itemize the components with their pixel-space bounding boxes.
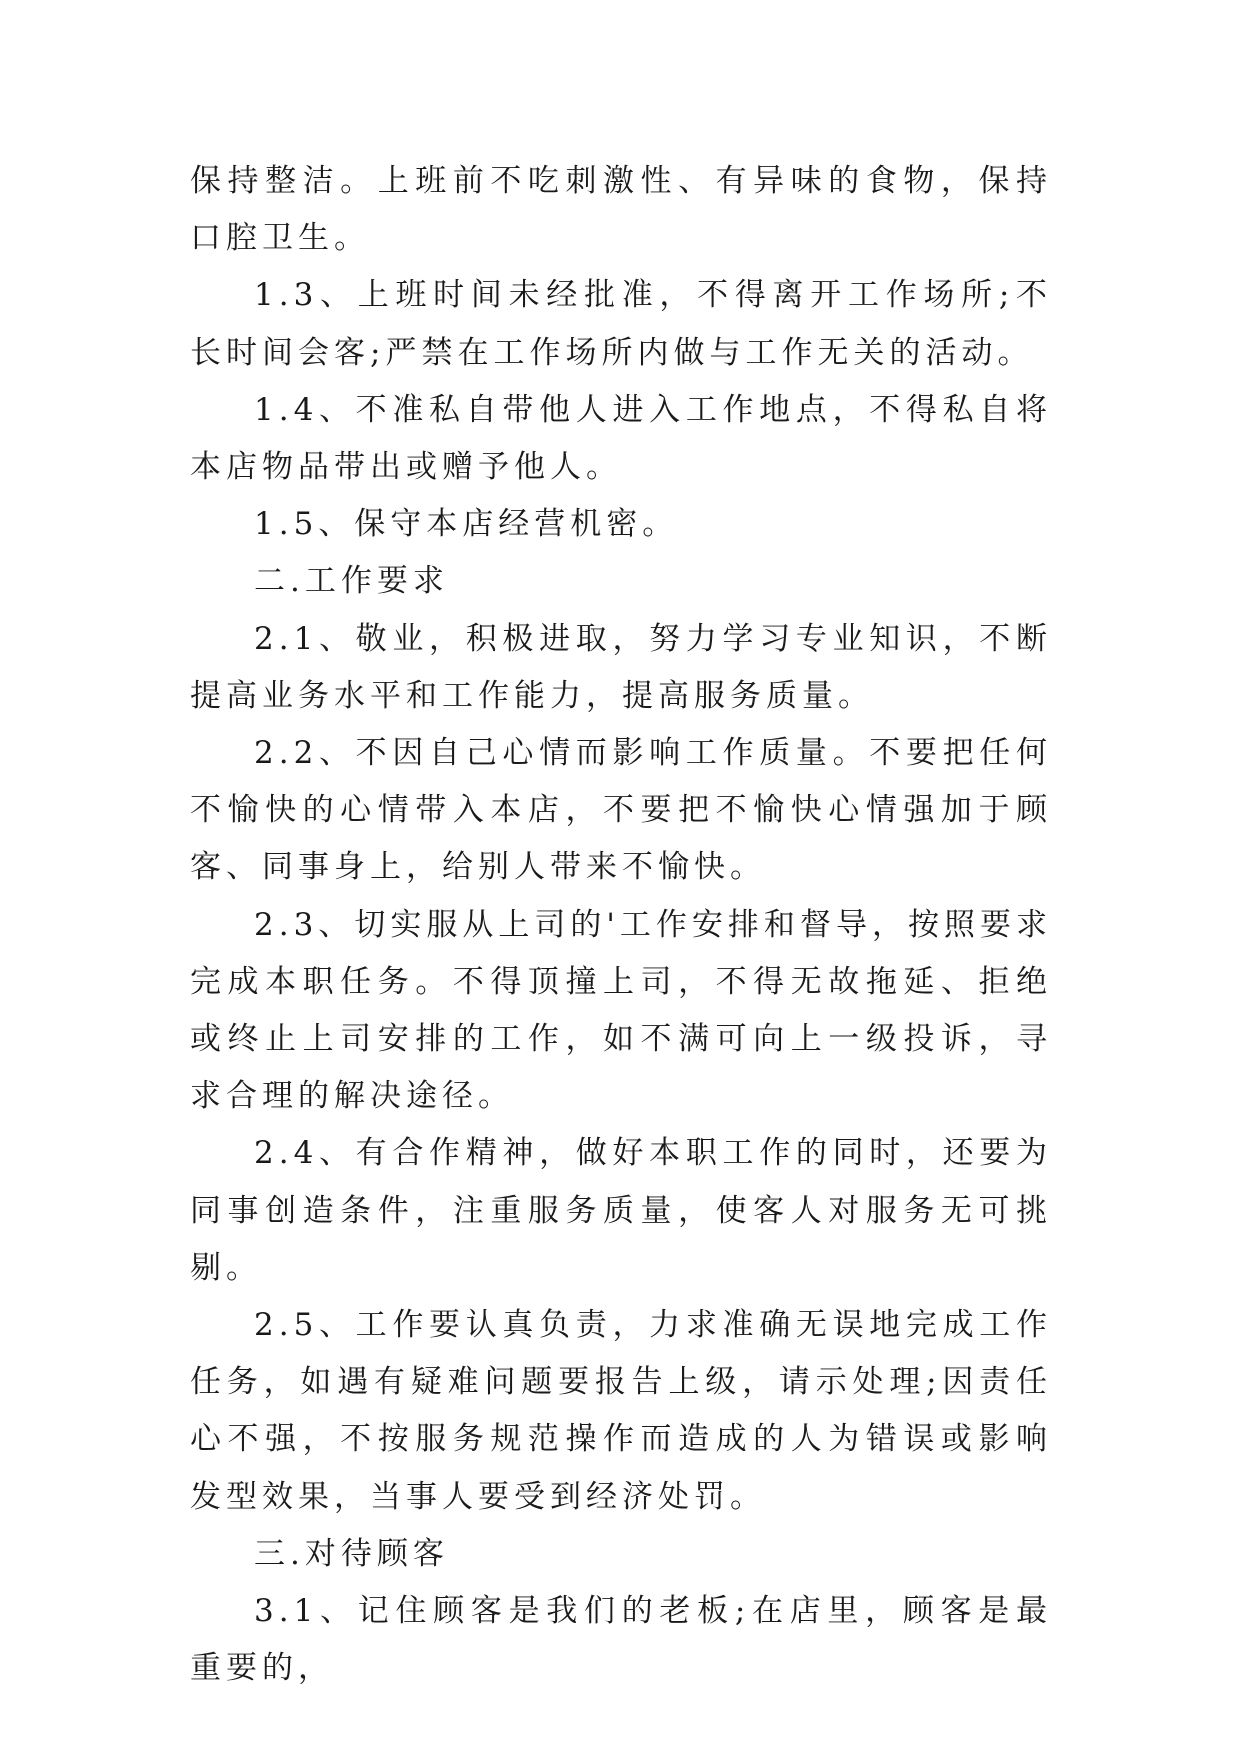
paragraph-2-5: 2.5、工作要认真负责，力求准确无误地完成工作任务，如遇有疑难问题要报告上级，请示处理;因责任心不强，不按服务规范操作而造成的人为错误或影响发型效果，当事人要受到经济处罚。 xyxy=(190,1307,1052,1515)
section-heading-customers: 三.对待顾客 xyxy=(254,1535,449,1572)
paragraph-2-1: 2.1、敬业，积极进取，努力学习专业知识，不断提高业务水平和工作能力，提高服务质量。 xyxy=(190,620,1052,714)
paragraph-1-4: 1.4、不准私自带他人进入工作地点，不得私自将本店物品带出或赠予他人。 xyxy=(190,391,1052,486)
section-heading-work-requirements: 二.工作要求 xyxy=(254,563,449,600)
paragraph-2-2: 2.2、不因自己心情而影响工作质量。不要把任何不愉快的心情带入本店，不要把不愉快心情强加于顾客、同事身上，给别人带来不愉快。 xyxy=(190,735,1052,886)
paragraph-3-1: 3.1、记住顾客是我们的老板;在店里，顾客是最重要的， xyxy=(190,1593,1052,1687)
paragraph-continuation: 保持整洁。上班前不吃刺激性、有异味的食物，保持口腔卫生。 xyxy=(190,163,1052,257)
paragraph-2-4: 2.4、有合作精神，做好本职工作的同时，还要为同事创造条件，注重服务质量，使客人对服务无可挑剔。 xyxy=(190,1135,1052,1286)
paragraph-1-5: 1.5、保守本店经营机密。 xyxy=(254,506,679,543)
paragraph-2-3: 2.3、切实服从上司的'工作安排和督导，按照要求完成本职任务。不得顶撞上司，不得无故拖延、拒绝或终止上司安排的工作，如不满可向上一级投诉，寻求合理的解决途径。 xyxy=(190,906,1052,1115)
document-body xyxy=(190,153,1052,1697)
paragraph-1-3: 1.3、上班时间未经批准，不得离开工作场所;不长时间会客;严禁在工作场所内做与工作无关的活动。 xyxy=(190,277,1052,371)
